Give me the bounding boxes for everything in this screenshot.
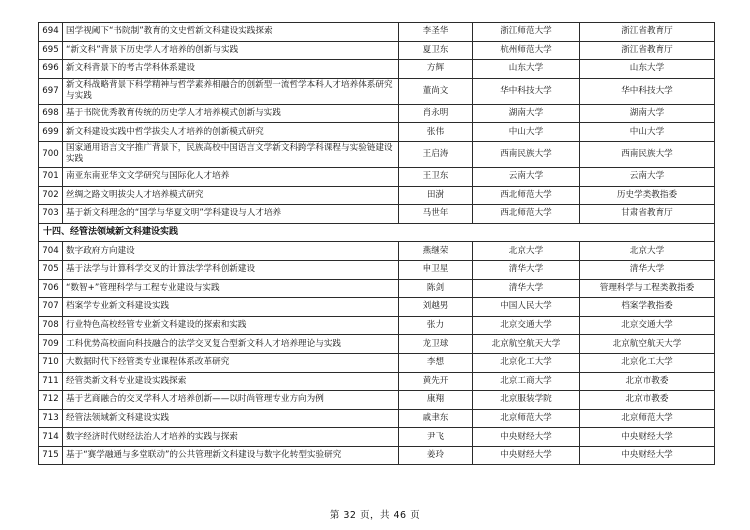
project-leader: 戚聿东 bbox=[399, 409, 473, 428]
project-leader: 姜玲 bbox=[399, 446, 473, 465]
project-name: 丝绸之路文明拔尖人才培养模式研究 bbox=[63, 186, 399, 205]
recommending-unit: 北京交通大学 bbox=[580, 316, 715, 335]
project-leader: 张伟 bbox=[399, 123, 473, 142]
row-number: 708 bbox=[39, 316, 63, 335]
institution: 北京大学 bbox=[473, 242, 580, 261]
table-section bbox=[39, 223, 715, 242]
institution: 华中科技大学 bbox=[473, 78, 580, 104]
project-leader: 方辉 bbox=[399, 60, 473, 79]
table-body-literature bbox=[39, 23, 715, 224]
project-name: 经管法领域新文科建设实践 bbox=[63, 409, 399, 428]
row-number: 698 bbox=[39, 104, 63, 123]
project-name: “新文科”背景下历史学人才培养的创新与实践 bbox=[63, 41, 399, 60]
table-row bbox=[39, 372, 715, 391]
recommending-unit: 华中科技大学 bbox=[580, 78, 715, 104]
recommending-unit: 中央财经大学 bbox=[580, 446, 715, 465]
row-number: 712 bbox=[39, 391, 63, 410]
project-leader: 李圣华 bbox=[399, 23, 473, 42]
institution: 杭州师范大学 bbox=[473, 41, 580, 60]
institution: 浙江师范大学 bbox=[473, 23, 580, 42]
project-leader: 燕继荣 bbox=[399, 242, 473, 261]
project-leader: 陈剑 bbox=[399, 279, 473, 298]
project-name: 新文科建设实践中哲学拔尖人才培养的创新模式研究 bbox=[63, 123, 399, 142]
row-number: 709 bbox=[39, 335, 63, 354]
section-title: 十四、经管法领域新文科建设实践 bbox=[39, 223, 715, 242]
project-name: 工科优势高校面向科技融合的法学交叉复合型新文科人才培养理论与实践 bbox=[63, 335, 399, 354]
project-name: 新文科背景下的考古学科体系建设 bbox=[63, 60, 399, 79]
row-number: 713 bbox=[39, 409, 63, 428]
project-leader: 肖永明 bbox=[399, 104, 473, 123]
table-row bbox=[39, 60, 715, 79]
project-leader: 尹飞 bbox=[399, 428, 473, 447]
project-name: 国家通用语言文字推广背景下，民族高校中国语言文学新文科跨学科课程与实验链建设实践 bbox=[63, 141, 399, 167]
project-name: 大数据时代下经管类专业课程体系改革研究 bbox=[63, 353, 399, 372]
table-row bbox=[39, 41, 715, 60]
table-row bbox=[39, 391, 715, 410]
table-row bbox=[39, 446, 715, 465]
row-number: 699 bbox=[39, 123, 63, 142]
table-body-econ-law bbox=[39, 242, 715, 465]
project-name: 基于艺商融合的交叉学科人才培养创新——以时尚管理专业方向为例 bbox=[63, 391, 399, 410]
table-row bbox=[39, 205, 715, 224]
project-leader: 董尚文 bbox=[399, 78, 473, 104]
row-number: 705 bbox=[39, 260, 63, 279]
institution: 北京化工大学 bbox=[473, 353, 580, 372]
row-number: 696 bbox=[39, 60, 63, 79]
recommending-unit: 甘肃省教育厅 bbox=[580, 205, 715, 224]
project-leader: 王卫东 bbox=[399, 167, 473, 186]
project-name: 档案学专业新文科建设实践 bbox=[63, 298, 399, 317]
row-number: 697 bbox=[39, 78, 63, 104]
table-row bbox=[39, 260, 715, 279]
recommending-unit: 北京化工大学 bbox=[580, 353, 715, 372]
institution: 西北师范大学 bbox=[473, 186, 580, 205]
project-name: 基于“赛学融通与多堂联动”的公共管理新文科建设与数字化转型实验研究 bbox=[63, 446, 399, 465]
table-row bbox=[39, 104, 715, 123]
project-leader: 黄先开 bbox=[399, 372, 473, 391]
row-number: 711 bbox=[39, 372, 63, 391]
institution: 清华大学 bbox=[473, 260, 580, 279]
project-name: 新文科战略背景下科学精神与哲学素养相融合的创新型一流哲学本科人才培养体系研究与实践 bbox=[63, 78, 399, 104]
institution: 云南大学 bbox=[473, 167, 580, 186]
table-row bbox=[39, 298, 715, 317]
row-number: 714 bbox=[39, 428, 63, 447]
table-row bbox=[39, 123, 715, 142]
institution: 西南民族大学 bbox=[473, 141, 580, 167]
institution: 山东大学 bbox=[473, 60, 580, 79]
project-leader: 夏卫东 bbox=[399, 41, 473, 60]
recommending-unit: 浙江省教育厅 bbox=[580, 23, 715, 42]
row-number: 700 bbox=[39, 141, 63, 167]
institution: 湖南大学 bbox=[473, 104, 580, 123]
recommending-unit: 北京大学 bbox=[580, 242, 715, 261]
institution: 北京服装学院 bbox=[473, 391, 580, 410]
project-table bbox=[38, 22, 715, 465]
recommending-unit: 北京市教委 bbox=[580, 391, 715, 410]
row-number: 702 bbox=[39, 186, 63, 205]
institution: 北京交通大学 bbox=[473, 316, 580, 335]
table-row bbox=[39, 242, 715, 261]
project-name: 国学视阈下“书院制”教育的文史哲新文科建设实践探索 bbox=[63, 23, 399, 42]
institution: 西北师范大学 bbox=[473, 205, 580, 224]
row-number: 694 bbox=[39, 23, 63, 42]
institution: 中山大学 bbox=[473, 123, 580, 142]
institution: 清华大学 bbox=[473, 279, 580, 298]
project-name: 基于书院优秀教育传统的历史学人才培养模式创新与实践 bbox=[63, 104, 399, 123]
table-row bbox=[39, 353, 715, 372]
recommending-unit: 西南民族大学 bbox=[580, 141, 715, 167]
project-leader: 康翔 bbox=[399, 391, 473, 410]
project-leader: 龙卫球 bbox=[399, 335, 473, 354]
project-name: “数智+”管理科学与工程专业建设与实践 bbox=[63, 279, 399, 298]
recommending-unit: 云南大学 bbox=[580, 167, 715, 186]
project-leader: 李想 bbox=[399, 353, 473, 372]
institution: 中央财经大学 bbox=[473, 428, 580, 447]
recommending-unit: 中央财经大学 bbox=[580, 428, 715, 447]
table-row bbox=[39, 141, 715, 167]
row-number: 704 bbox=[39, 242, 63, 261]
project-name: 数字政府方向建设 bbox=[63, 242, 399, 261]
recommending-unit: 北京航空航天大学 bbox=[580, 335, 715, 354]
recommending-unit: 档案学教指委 bbox=[580, 298, 715, 317]
table-row bbox=[39, 78, 715, 104]
table-row bbox=[39, 428, 715, 447]
table-row bbox=[39, 279, 715, 298]
institution: 中央财经大学 bbox=[473, 446, 580, 465]
project-name: 基于新文科理念的“国学与华夏文明”学科建设与人才培养 bbox=[63, 205, 399, 224]
table-row bbox=[39, 335, 715, 354]
project-name: 经管类新文科专业建设实践探索 bbox=[63, 372, 399, 391]
institution: 北京师范大学 bbox=[473, 409, 580, 428]
recommending-unit: 中山大学 bbox=[580, 123, 715, 142]
row-number: 706 bbox=[39, 279, 63, 298]
project-name: 数字经济时代财经法治人才培养的实践与探索 bbox=[63, 428, 399, 447]
project-leader: 田澍 bbox=[399, 186, 473, 205]
project-leader: 申卫星 bbox=[399, 260, 473, 279]
section-heading-row bbox=[39, 223, 715, 242]
recommending-unit: 浙江省教育厅 bbox=[580, 41, 715, 60]
table-row bbox=[39, 186, 715, 205]
project-leader: 刘越男 bbox=[399, 298, 473, 317]
table-row bbox=[39, 167, 715, 186]
table-row bbox=[39, 23, 715, 42]
institution: 北京航空航天大学 bbox=[473, 335, 580, 354]
recommending-unit: 管理科学与工程类教指委 bbox=[580, 279, 715, 298]
row-number: 703 bbox=[39, 205, 63, 224]
recommending-unit: 湖南大学 bbox=[580, 104, 715, 123]
project-name: 行业特色高校经管专业新文科建设的探索和实践 bbox=[63, 316, 399, 335]
row-number: 715 bbox=[39, 446, 63, 465]
recommending-unit: 北京师范大学 bbox=[580, 409, 715, 428]
page-footer: 第 32 页，共 46 页 bbox=[329, 510, 421, 521]
project-name: 南亚东南亚华文文学研究与国际化人才培养 bbox=[63, 167, 399, 186]
institution: 北京工商大学 bbox=[473, 372, 580, 391]
row-number: 707 bbox=[39, 298, 63, 317]
row-number: 695 bbox=[39, 41, 63, 60]
project-table-sheet bbox=[38, 22, 714, 465]
recommending-unit: 历史学类教指委 bbox=[580, 186, 715, 205]
institution: 中国人民大学 bbox=[473, 298, 580, 317]
table-row bbox=[39, 316, 715, 335]
table-row bbox=[39, 409, 715, 428]
recommending-unit: 山东大学 bbox=[580, 60, 715, 79]
row-number: 701 bbox=[39, 167, 63, 186]
project-leader: 王启涛 bbox=[399, 141, 473, 167]
project-leader: 马世年 bbox=[399, 205, 473, 224]
project-leader: 张力 bbox=[399, 316, 473, 335]
recommending-unit: 北京市教委 bbox=[580, 372, 715, 391]
row-number: 710 bbox=[39, 353, 63, 372]
project-name: 基于法学与计算科学交叉的计算法学学科创新建设 bbox=[63, 260, 399, 279]
recommending-unit: 清华大学 bbox=[580, 260, 715, 279]
